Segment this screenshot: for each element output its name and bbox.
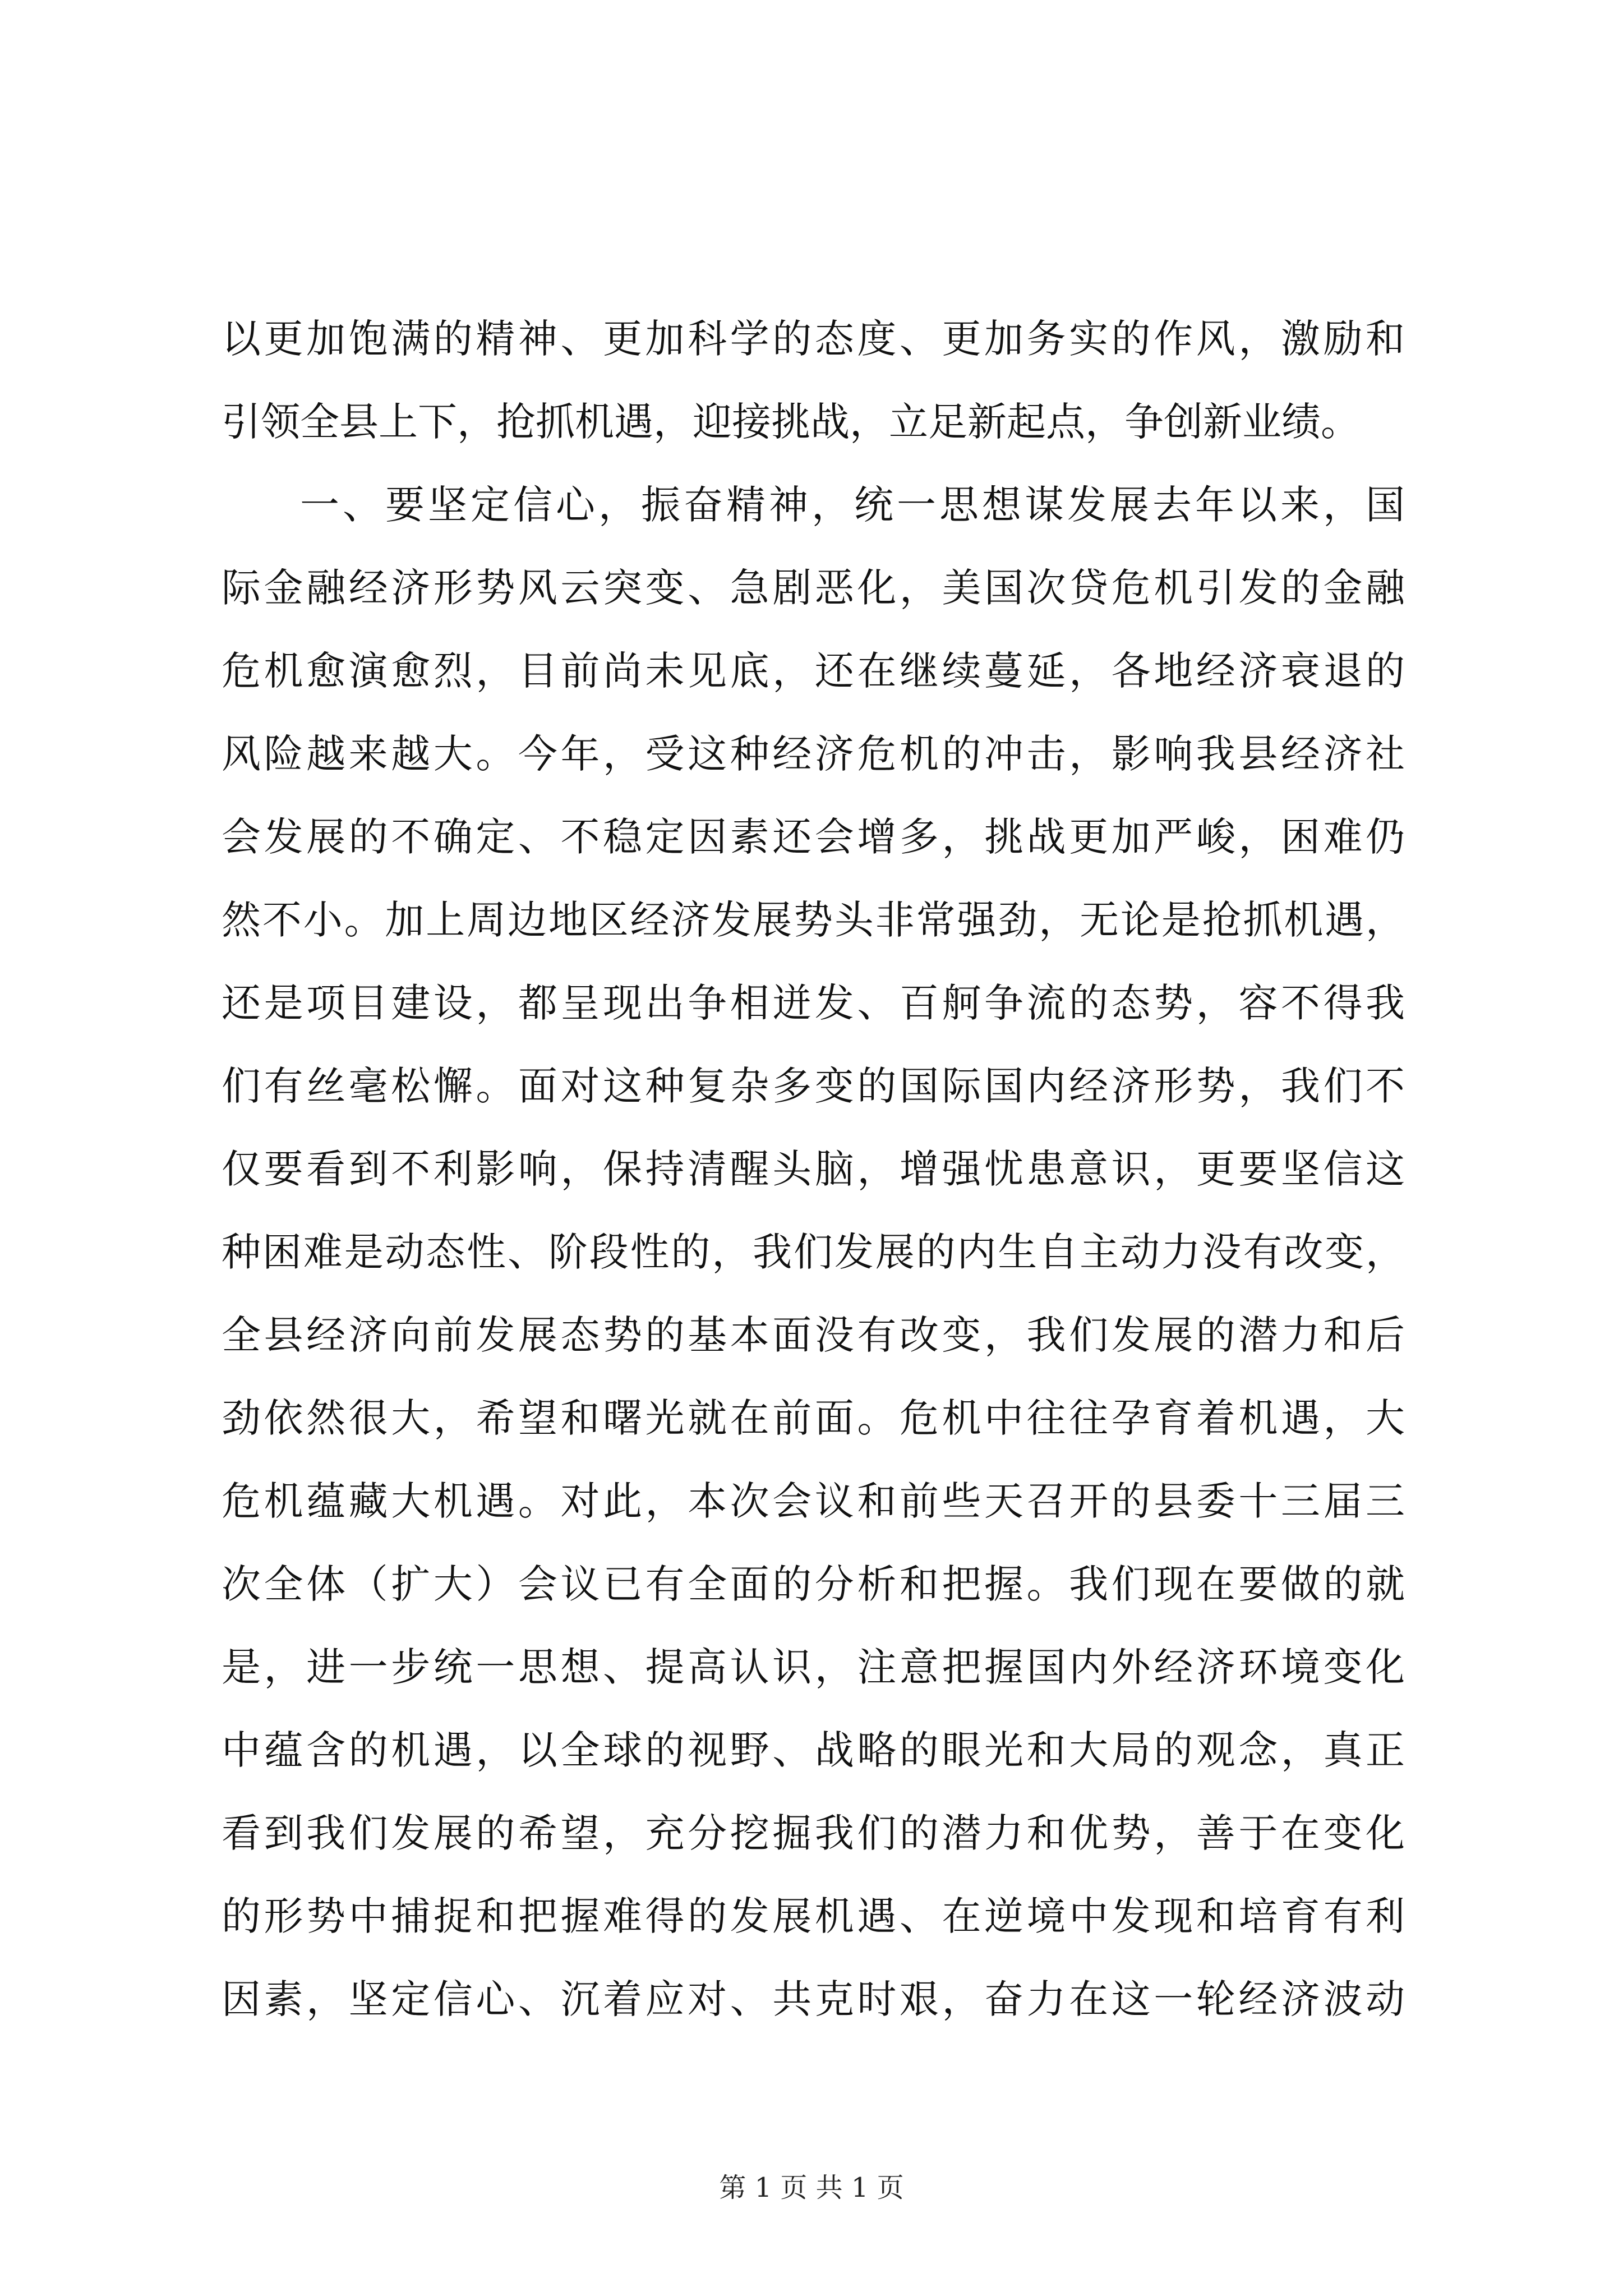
text-line: 以更加饱满的精神、更加科学的态度、更加务实的作风，激励和 — [222, 316, 1405, 362]
text-line: 中蕴含的机遇，以全球的视野、战略的眼光和大局的观念，真正 — [222, 1727, 1405, 1773]
text-line: 是，进一步统一思想、提高认识，注意把握国内外经济环境变化 — [222, 1644, 1405, 1690]
text-line: 际金融经济形势风云突变、急剧恶化，美国次贷危机引发的金融 — [222, 565, 1405, 611]
text-line: 次全体（扩大）会议已有全面的分析和把握。我们现在要做的就 — [222, 1561, 1405, 1607]
text-line: 危机蕴藏大机遇。对此，本次会议和前些天召开的县委十三届三 — [222, 1478, 1405, 1524]
text-line: 会发展的不确定、不稳定因素还会增多，挑战更加严峻，困难仍 — [222, 814, 1405, 860]
text-line: 看到我们发展的希望，充分挖掘我们的潜力和优势，善于在变化 — [222, 1810, 1405, 1856]
text-line: 危机愈演愈烈，目前尚未见底，还在继续蔓延，各地经济衰退的 — [222, 648, 1405, 694]
text-line: 引领全县上下，抢抓机遇，迎接挑战，立足新起点，争创新业绩。 — [222, 399, 1360, 445]
text-line: 们有丝毫松懈。面对这种复杂多变的国际国内经济形势，我们不 — [222, 1063, 1405, 1109]
text-line: 还是项目建设，都呈现出争相迸发、百舸争流的态势，容不得我 — [222, 980, 1405, 1026]
text-line: 因素，坚定信心、沉着应对、共克时艰，奋力在这一轮经济波动 — [222, 1976, 1405, 2022]
text-line: 劲依然很大，希望和曙光就在前面。危机中往往孕育着机遇，大 — [222, 1395, 1405, 1441]
text-line: 风险越来越大。今年，受这种经济危机的冲击，影响我县经济社 — [222, 731, 1405, 777]
document-body — [222, 297, 1405, 2041]
text-line: 种困难是动态性、阶段性的，我们发展的内生自主动力没有改变， — [222, 1229, 1405, 1275]
section-heading-line: 一、要坚定信心，振奋精神，统一思想谋发展去年以来，国 — [300, 482, 1405, 528]
text-line: 然不小。加上周边地区经济发展势头非常强劲，无论是抢抓机遇， — [222, 897, 1405, 943]
text-line: 仅要看到不利影响，保持清醒头脑，增强忧患意识，更要坚信这 — [222, 1146, 1405, 1192]
page-footer: 第 1 页 共 1 页 — [719, 2172, 904, 2203]
text-line: 的形势中捕捉和把握难得的发展机遇、在逆境中发现和培育有利 — [222, 1893, 1405, 1939]
text-line: 全县经济向前发展态势的基本面没有改变，我们发展的潜力和后 — [222, 1312, 1405, 1358]
